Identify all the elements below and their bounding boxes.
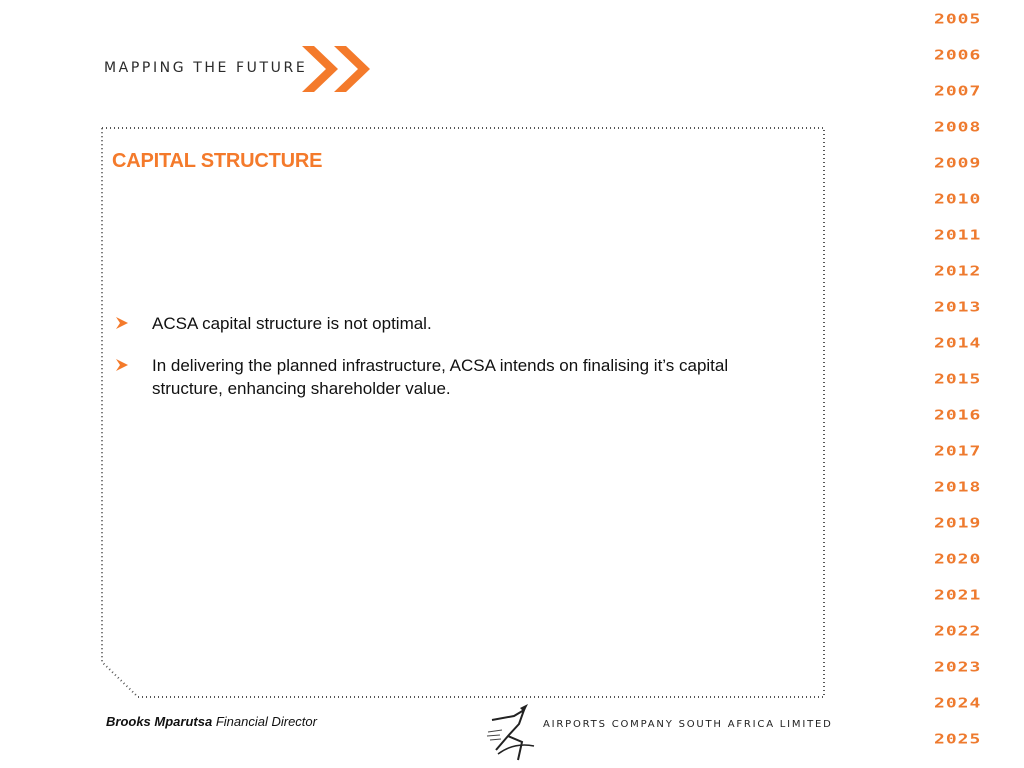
year-label: 2006: [934, 48, 982, 64]
year-label: 2013: [934, 300, 982, 316]
arrow-bullet-icon: [115, 358, 129, 372]
year-label: 2020: [934, 552, 982, 568]
header-tagline: MAPPING THE FUTURE: [104, 60, 308, 76]
year-label: 2015: [934, 372, 982, 388]
year-label: 2022: [934, 624, 982, 640]
year-label: 2016: [934, 408, 982, 424]
bullet-list: [115, 312, 795, 400]
company-name: AIRPORTS COMPANY SOUTH AFRICA LIMITED: [543, 719, 833, 730]
running-figure-logo-icon: [484, 702, 542, 764]
year-label: 2008: [934, 120, 982, 136]
bullet-text: In delivering the planned infrastructure, ACSA intends on finalising it’s capital structure, enhancing shareholder value.: [152, 356, 729, 398]
year-label: 2025: [934, 732, 982, 748]
year-label: 2018: [934, 480, 982, 496]
year-list: [934, 12, 998, 768]
bullet-text: ACSA capital structure is not optimal.: [152, 314, 432, 333]
presenter-role: Financial Director: [215, 714, 317, 729]
year-label: 2010: [934, 192, 982, 208]
year-label: 2024: [934, 696, 982, 712]
double-chevron-right-icon: [300, 42, 374, 96]
bullet-item: [115, 354, 795, 400]
footer-presenter: [106, 714, 317, 729]
year-label: 2012: [934, 264, 982, 280]
presenter-name: Brooks Mparutsa: [106, 714, 213, 729]
year-label: 2005: [934, 12, 982, 28]
bullet-item: [115, 312, 795, 335]
year-label: 2011: [934, 228, 982, 244]
year-label: 2017: [934, 444, 982, 460]
year-label: 2014: [934, 336, 982, 352]
year-label: 2021: [934, 588, 982, 604]
arrow-bullet-icon: [115, 316, 129, 330]
year-label: 2023: [934, 660, 982, 676]
slide-title: CAPITAL STRUCTURE: [112, 150, 323, 172]
year-label: 2007: [934, 84, 982, 100]
year-label: 2019: [934, 516, 982, 532]
year-label: 2009: [934, 156, 982, 172]
